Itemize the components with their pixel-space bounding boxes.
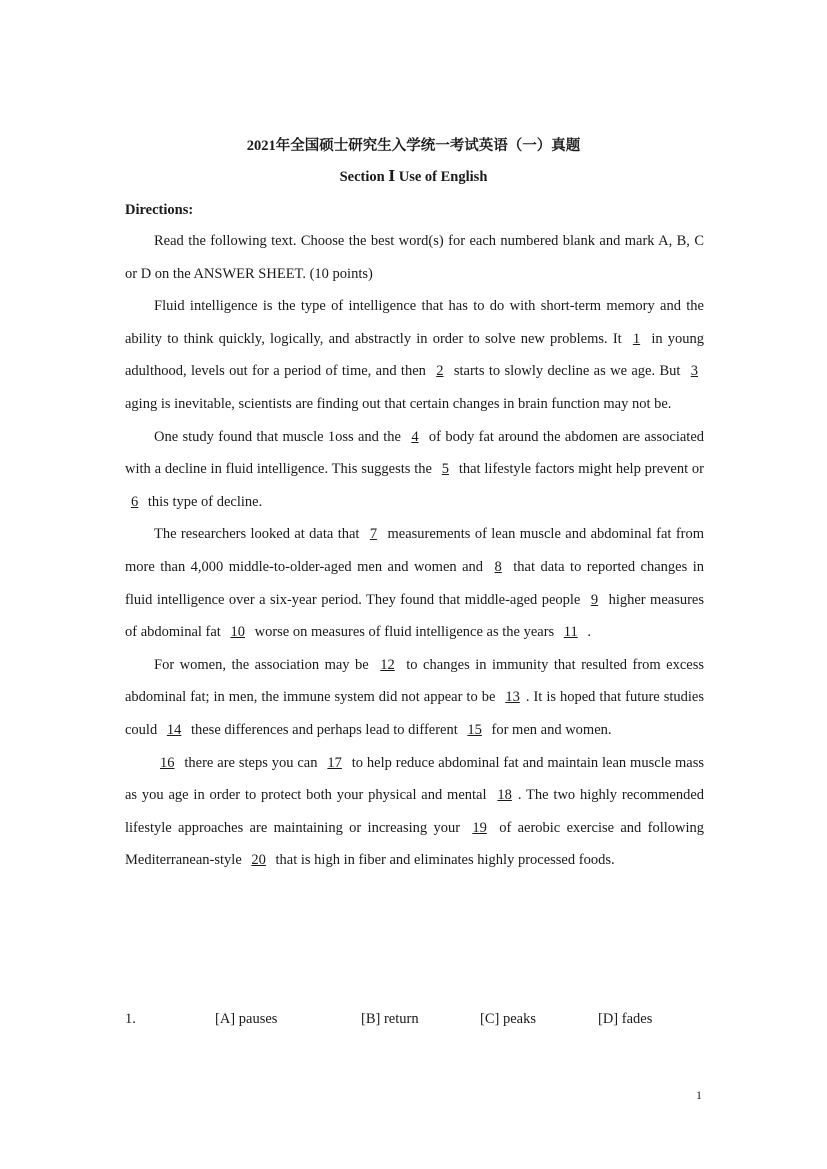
blank-13: 13 (505, 689, 520, 706)
text-segment: that lifestyle factors might help prevent or (458, 461, 705, 478)
text-segment: in young adulthood, levels out for a period of time, and then (125, 330, 705, 380)
text-segment: One study found that muscle 1oss and the (154, 428, 401, 445)
blank-11: 11 (563, 624, 578, 641)
text-segment: for men and women. (491, 721, 612, 738)
option-a: [A] pauses (215, 1011, 278, 1027)
text-segment: . (587, 624, 592, 641)
blank-20: 20 (251, 852, 266, 869)
blank-5: 5 (441, 461, 450, 478)
page-title: 2021年全国硕士研究生入学统一考试英语（一）真题 (246, 138, 581, 154)
blank-4: 4 (411, 428, 419, 445)
text-segment: of body fat around the abdomen are associated with a decline in fluid intelligence. This suggests the (125, 428, 705, 478)
text-segment: measurements of lean muscle and abdominal fat from more than 4,000 middle-to-older-aged men and women and (125, 526, 705, 575)
blank-12: 12 (380, 656, 395, 673)
blank-16: 16 (160, 754, 175, 771)
option-c: [C] peaks (480, 1011, 536, 1027)
option-b: [B] return (361, 1011, 419, 1027)
section-heading: Section Ⅰ Use of English (339, 169, 488, 185)
text-segment: higher measures of abdominal fat (125, 591, 705, 641)
blank-9: 9 (590, 591, 599, 608)
paragraph-5 (125, 747, 704, 877)
question-number: 1. (125, 1011, 136, 1027)
text-segment: For women, the association may be (154, 656, 369, 673)
text-segment: . It is hoped that future studies could (125, 689, 705, 738)
paragraph-1 (125, 290, 704, 420)
blank-17: 17 (327, 754, 342, 771)
blank-2: 2 (436, 363, 444, 380)
blank-10: 10 (230, 624, 245, 641)
text-segment: of aerobic exercise and following Mediterranean-style (125, 819, 705, 869)
text-segment: Fluid intelligence is the type of intelligence that has to do with short-term memory and the ability to think quickly, logically, and abstractly in order to solve new problems. It (125, 298, 704, 347)
text-segment: that data to reported changes in fluid intelligence over a six-year period. They found that middle-aged people (125, 558, 704, 608)
paragraph-2 (125, 421, 704, 519)
text-segment: The researchers looked at data that (154, 526, 360, 543)
blank-8: 8 (494, 558, 502, 575)
blank-18: 18 (497, 787, 512, 804)
blank-1: 1 (632, 330, 641, 347)
blank-19: 19 (472, 819, 487, 836)
text-segment: worse on measures of fluid intelligence as the years (254, 624, 555, 641)
passage (125, 225, 704, 877)
option-d: [D] fades (598, 1011, 653, 1027)
text-segment: these differences and perhaps lead to different (190, 721, 458, 738)
text-segment: this type of decline. (147, 493, 263, 510)
blank-6: 6 (131, 493, 139, 510)
text-segment: to changes in immunity that resulted from excess abdominal fat; in men, the immune system did not appear to be (125, 656, 705, 706)
text-segment: . The two highly recommended lifestyle approaches are maintaining or increasing your (125, 787, 705, 836)
blank-7: 7 (369, 526, 378, 543)
text-segment: aging is inevitable, scientists are finding out that certain changes in brain function may not be. (125, 395, 672, 412)
paragraph-3 (125, 518, 704, 648)
directions-label: Directions: (125, 202, 194, 218)
page-number: 1 (696, 1088, 702, 1102)
text-segment: there are steps you can (184, 754, 318, 771)
blank-3: 3 (690, 363, 699, 380)
text-segment: to help reduce abdominal fat and maintain lean muscle mass as you age in order to protect both your physical and mental (125, 754, 705, 804)
paragraph-4 (125, 649, 704, 747)
text-segment: starts to slowly decline as we age. But (453, 363, 681, 380)
blank-14: 14 (166, 721, 182, 738)
blank-15: 15 (467, 721, 482, 738)
instructions: Read the following text. Choose the best word(s) for each numbered blank and mark A, B, C or D on the ANSWER SHEET. (10 points) (125, 233, 704, 282)
text-segment: that is high in fiber and eliminates highly processed foods. (275, 852, 615, 869)
